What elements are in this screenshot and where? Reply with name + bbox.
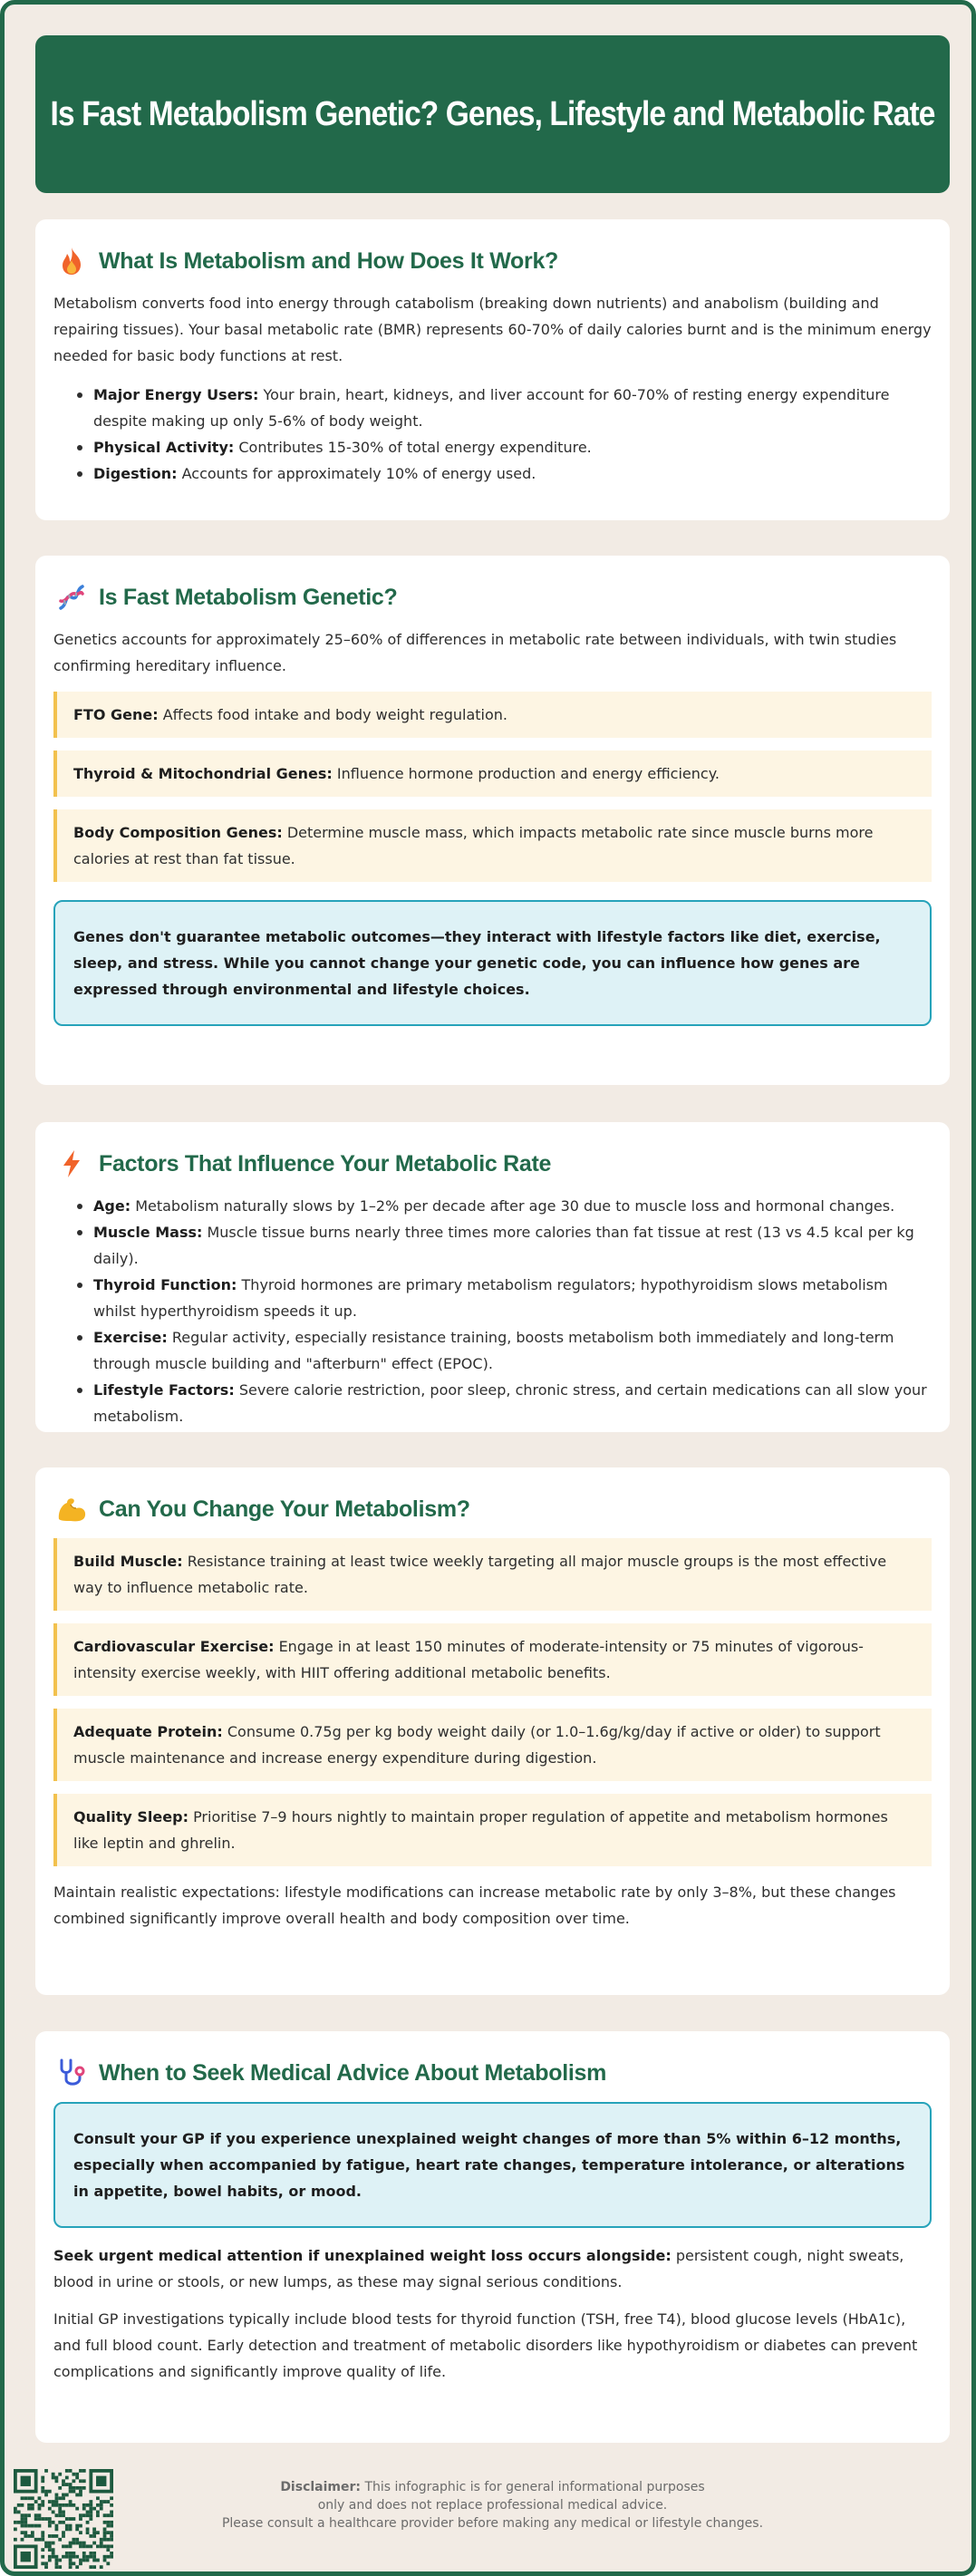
disclaimer-label: Disclaimer:	[280, 2480, 361, 2494]
tip-callout: Quality Sleep: Prioritise 7–9 hours nightly to maintain proper regulation of appetite and metabolism hormones like leptin and ghrelin.	[53, 1794, 932, 1866]
section-intro: Genetics accounts for approximately 25–60% of differences in metabolic rate between individuals, with twin studies confirming hereditary influence.	[53, 631, 897, 674]
section-header	[53, 241, 932, 281]
section-title: What Is Metabolism and How Does It Work?	[99, 247, 559, 274]
section-title: Is Fast Metabolism Genetic?	[99, 584, 398, 610]
factors-list	[53, 1193, 932, 1429]
tip-callout: Adequate Protein: Consume 0.75g per kg body weight daily (or 1.0–1.6g/kg/day if active or older) to support muscle maintenance and increase energy expenditure during digestion.	[53, 1709, 932, 1781]
gene-callout: FTO Gene: Affects food intake and body weight regulation.	[53, 692, 932, 738]
section-medical-advice	[35, 2031, 950, 2443]
urgent-advice: Seek urgent medical attention if unexplained weight loss occurs alongside: persistent cough, night sweats, blood in urine or stools, or new lumps, as these may signal serious conditions.	[53, 2247, 904, 2290]
list-item: Exercise: Regular activity, especially resistance training, boosts metabolism both immediately and long-term through muscle building and "afterburn" effect (EPOC).	[73, 1324, 932, 1377]
fire-icon	[55, 245, 88, 277]
section-header	[53, 577, 932, 617]
section-genetics	[35, 556, 950, 1085]
list-item: Lifestyle Factors: Severe calorie restriction, poor sleep, chronic stress, and certain medications can all slow your metabolism.	[73, 1377, 932, 1429]
lightning-icon	[55, 1148, 88, 1180]
section-intro: Metabolism converts food into energy through catabolism (breaking down nutrients) and anabolism (building and repairing tissues). Your basal metabolic rate (BMR) represents 60-70% of daily calories burnt and is the minimum energy needed for basic body functions at rest.	[53, 295, 932, 364]
list-item: Digestion: Accounts for approximately 10% of energy used.	[73, 460, 932, 487]
section-header	[53, 2053, 932, 2093]
list-item: Thyroid Function: Thyroid hormones are primary metabolism regulators; hypothyroidism slows metabolism whilst hyperthyroidism speeds it up.	[73, 1272, 932, 1324]
tip-callout: Cardiovascular Exercise: Engage in at least 150 minutes of moderate-intensity or 75 minutes of vigorous-intensity exercise weekly, with HIIT offering additional metabolic benefits.	[53, 1623, 932, 1696]
tip-callout: Build Muscle: Resistance training at least twice weekly targeting all major muscle groups is the most effective way to influence metabolic rate.	[53, 1538, 932, 1611]
section-header	[53, 1144, 932, 1184]
section-outro: Maintain realistic expectations: lifestyle modifications can increase metabolic rate by only 3–8%, but these changes combined significantly improve overall health and body composition over time.	[53, 1884, 896, 1927]
qr-code-icon[interactable]	[14, 2469, 113, 2569]
genetics-note: Genes don't guarantee metabolic outcomes—they interact with lifestyle factors like diet, exercise, sleep, and stress. While you cannot change your genetic code, you can influence how genes are expressed through environmental and lifestyle choices.	[53, 900, 932, 1026]
list-item: Major Energy Users: Your brain, heart, kidneys, and liver account for 60-70% of resting energy expenditure despite making up only 5-6% of body weight.	[73, 382, 932, 434]
gp-advice-note: Consult your GP if you experience unexplained weight changes of more than 5% within 6–12 months, especially when accompanied by fatigue, heart rate changes, temperature intolerance, or alterations in appetite, bowel habits, or mood.	[53, 2102, 932, 2228]
list-item: Physical Activity: Contributes 15-30% of total energy expenditure.	[73, 434, 932, 460]
list-item: Age: Metabolism naturally slows by 1–2% per decade after age 30 due to muscle loss and hormonal changes.	[73, 1193, 932, 1219]
dna-icon	[55, 581, 88, 614]
gene-callout: Thyroid & Mitochondrial Genes: Influence hormone production and energy efficiency.	[53, 751, 932, 797]
energy-list	[53, 382, 932, 487]
disclaimer: Disclaimer: This infographic is for general informational purposes only and does not replace professional medical advice. Please consult a healthcare provider before making any medical or lifestyle changes.	[221, 2480, 764, 2531]
section-title: When to Seek Medical Advice About Metabolism	[99, 2059, 607, 2086]
section-title: Factors That Influence Your Metabolic Rate	[99, 1150, 552, 1177]
section-change-metabolism	[35, 1467, 950, 1995]
page-title: Is Fast Metabolism Genetic? Genes, Lifestyle and Metabolic Rate	[50, 94, 935, 133]
gene-callout: Body Composition Genes: Determine muscle mass, which impacts metabolic rate since muscle burns more calories at rest than fat tissue.	[53, 809, 932, 882]
section-header	[53, 1489, 932, 1529]
list-item: Muscle Mass: Muscle tissue burns nearly three times more calories than fat tissue at rest (13 vs 4.5 kcal per kg daily).	[73, 1219, 932, 1272]
stethoscope-icon	[55, 2057, 88, 2089]
section-metabolism-basics	[35, 219, 950, 520]
section-title: Can You Change Your Metabolism?	[99, 1496, 470, 1522]
footer	[5, 2465, 976, 2574]
flexed-bicep-icon	[55, 1493, 88, 1525]
section-factors	[35, 1122, 950, 1432]
title-banner	[35, 35, 950, 193]
section-outro: Initial GP investigations typically include blood tests for thyroid function (TSH, free T4), blood glucose levels (HbA1c), and full blood count. Early detection and treatment of metabolic disorders like hypothyroidism or diabetes can prevent complications and significantly improve quality of life.	[53, 2310, 918, 2380]
